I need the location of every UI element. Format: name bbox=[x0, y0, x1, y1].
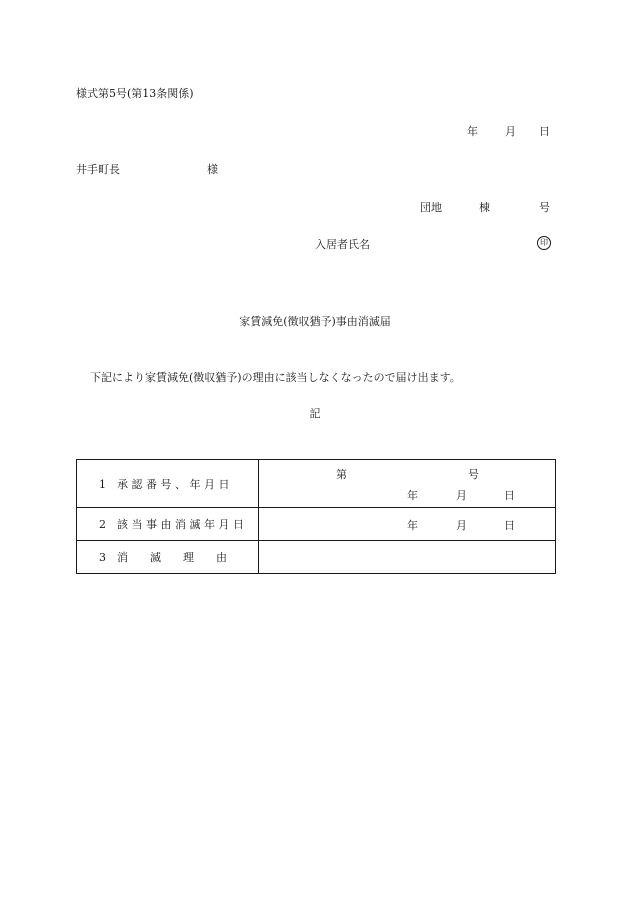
tou-label: 棟 bbox=[479, 201, 490, 214]
month-label: 月 bbox=[456, 489, 467, 502]
table-row bbox=[77, 508, 556, 541]
danchi-label: 団地 bbox=[420, 201, 442, 214]
gou-label: 号 bbox=[539, 201, 550, 214]
table-row bbox=[77, 460, 556, 508]
ki-heading: 記 bbox=[309, 407, 321, 420]
day-label: 日 bbox=[539, 125, 550, 138]
document-title: 家賃減免(徴収猶予)事由消滅届 bbox=[239, 315, 391, 328]
day-label: 日 bbox=[504, 489, 515, 502]
day-label: 日 bbox=[504, 519, 515, 532]
row-value-approval bbox=[259, 460, 556, 508]
form-reference: 様式第5号(第13条関係) bbox=[76, 87, 194, 100]
seal-mark-icon: 印 bbox=[537, 235, 551, 250]
year-label: 年 bbox=[407, 489, 418, 502]
row-value-reason bbox=[259, 541, 556, 574]
addressee-honorific: 様 bbox=[207, 163, 218, 176]
dai-label: 第 bbox=[336, 468, 347, 481]
row-value-end-date bbox=[259, 508, 556, 541]
body-text: 下記により家賃減免(徴収猶予)の理由に該当しなくなったので届け出ます。 bbox=[90, 371, 461, 384]
row-label-approval: 1 承 認 番 号 、 年 月 日 bbox=[77, 460, 259, 508]
month-label: 月 bbox=[505, 125, 516, 138]
year-label: 年 bbox=[407, 519, 418, 532]
row-label-end-date: 2 該 当 事 由 消 滅 年 月 日 bbox=[77, 508, 259, 541]
table-row bbox=[77, 541, 556, 574]
applicant-label: 入居者氏名 bbox=[315, 238, 370, 251]
year-label: 年 bbox=[467, 125, 478, 138]
month-label: 月 bbox=[456, 519, 467, 532]
row-label-reason: 3 消 滅 理 由 bbox=[77, 541, 259, 574]
gou-label: 号 bbox=[468, 468, 479, 481]
addressee-name: 井手町長 bbox=[76, 163, 120, 176]
record-table bbox=[76, 459, 556, 574]
